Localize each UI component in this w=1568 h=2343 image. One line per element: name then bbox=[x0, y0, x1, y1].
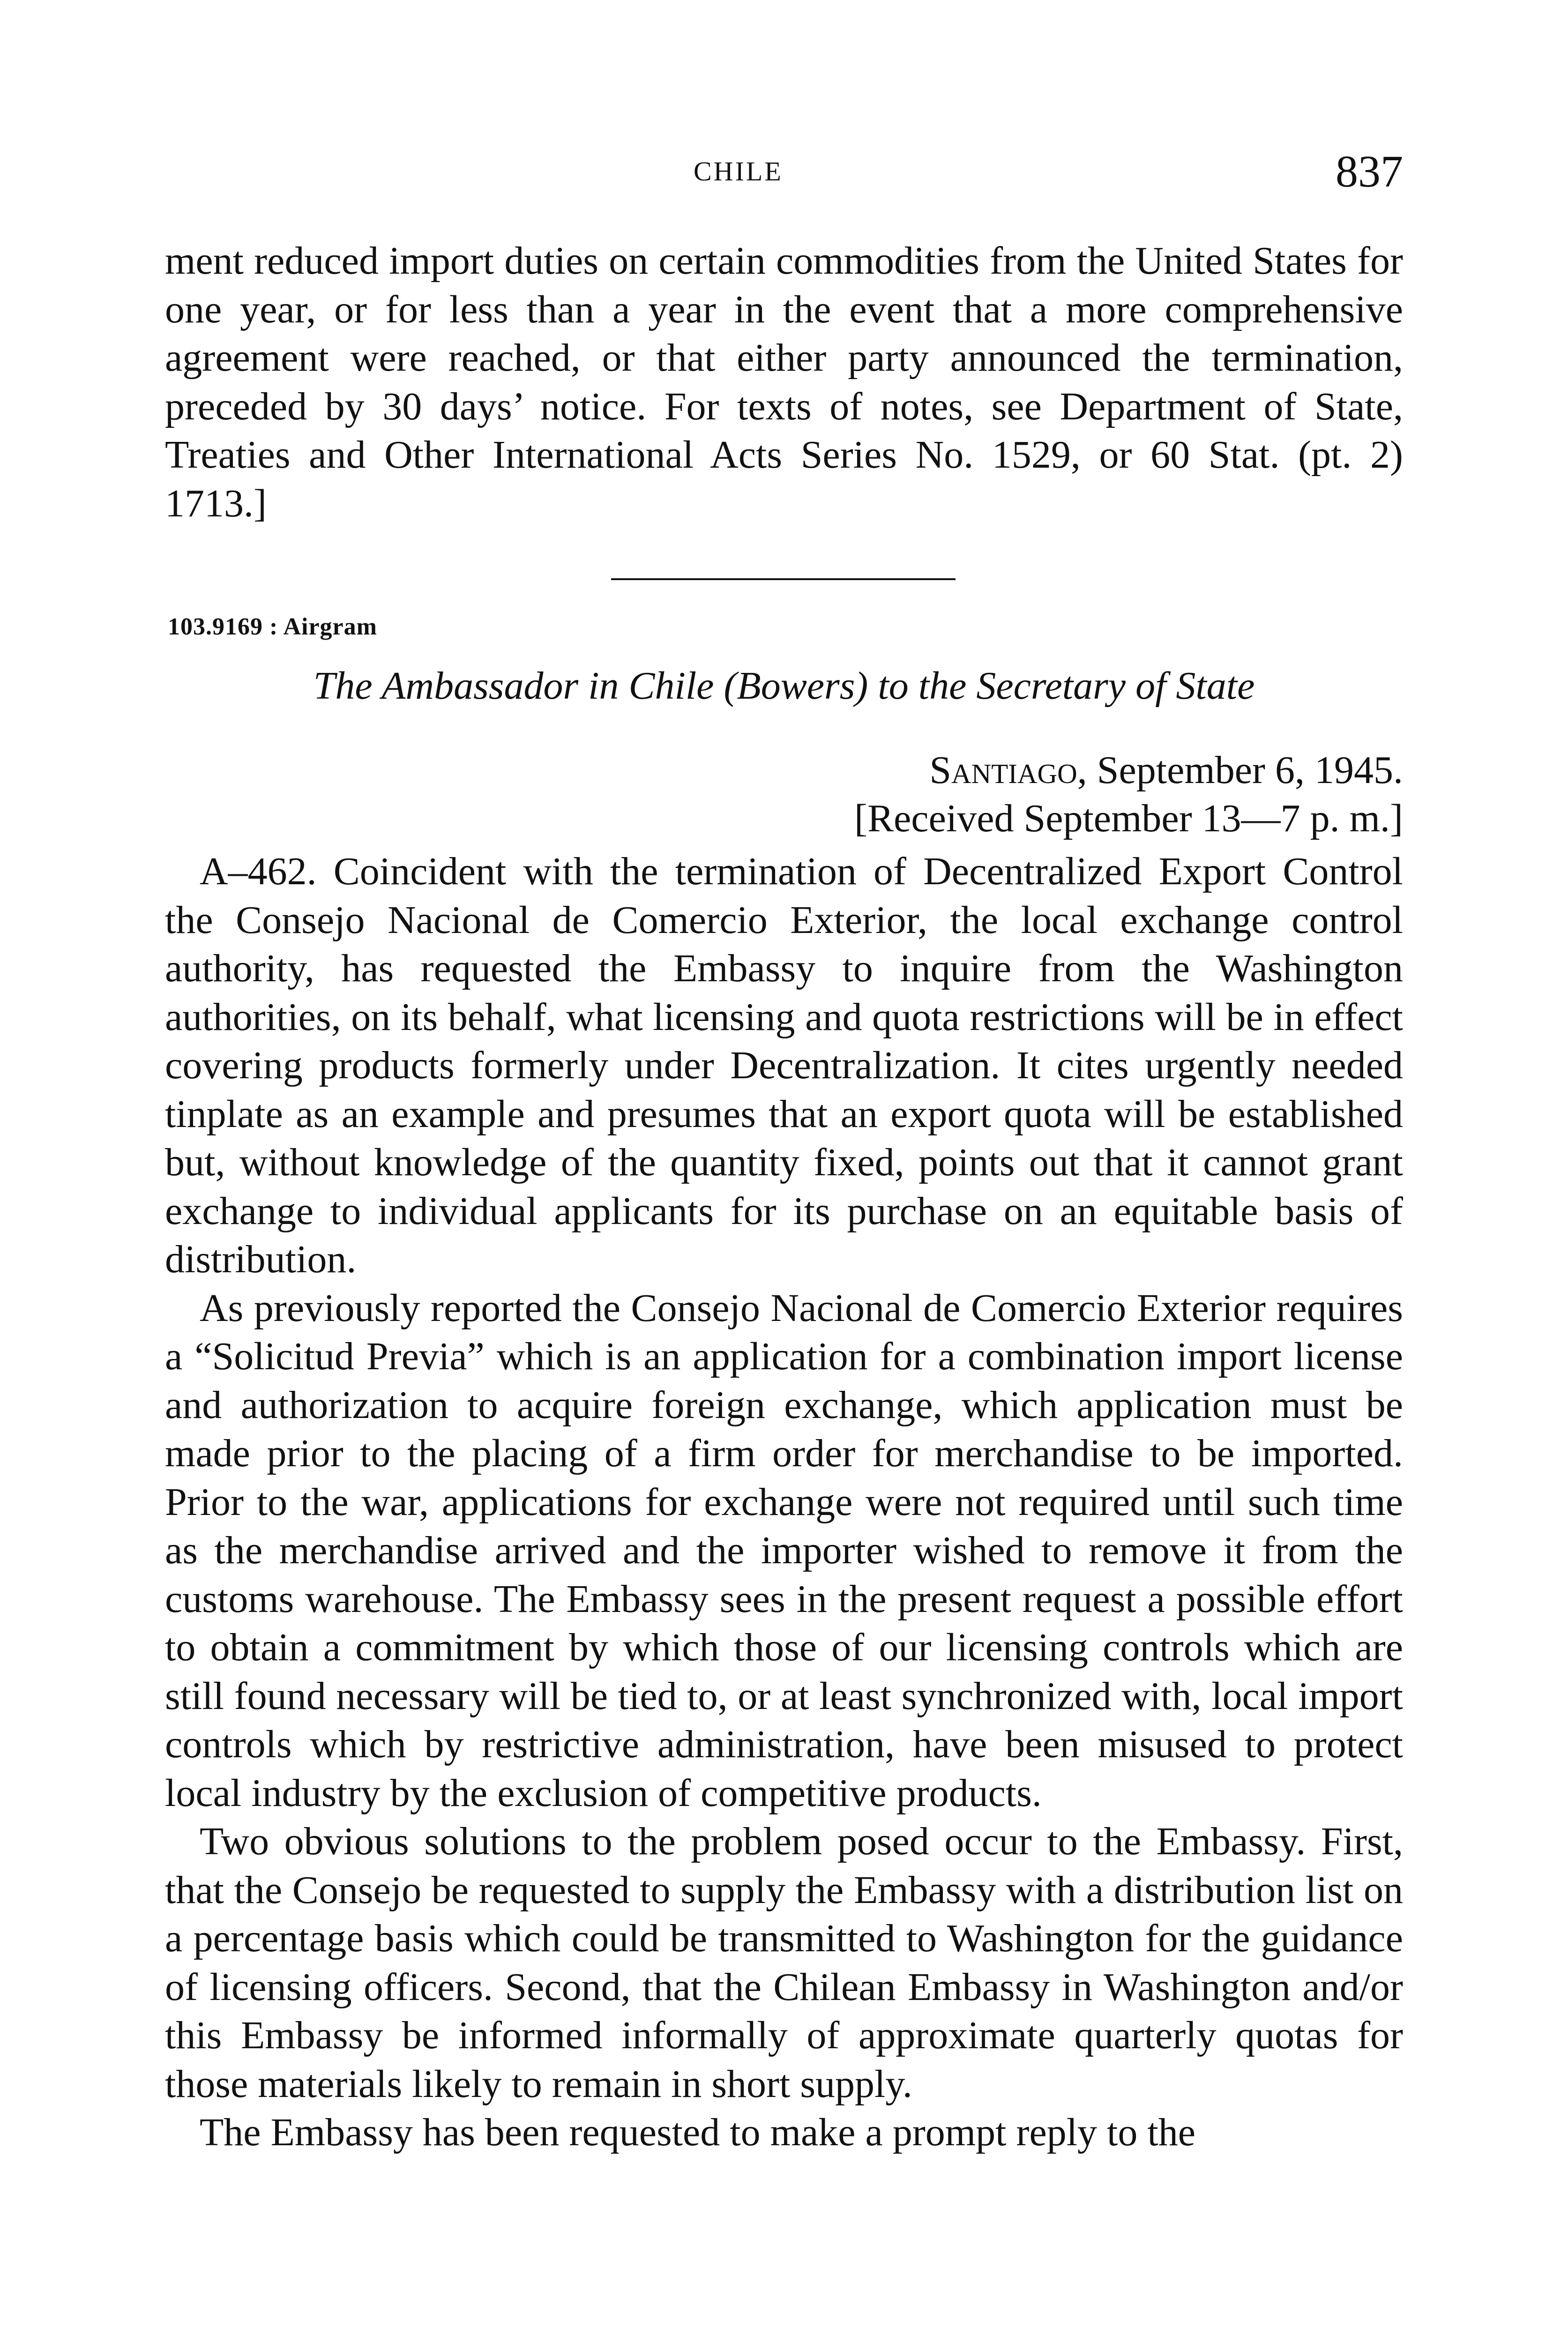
running-title: CHILE bbox=[694, 156, 783, 187]
document-body bbox=[165, 847, 1403, 2157]
running-head bbox=[0, 145, 1568, 197]
body-paragraph: The Embassy has been requested to make a prompt reply to the bbox=[200, 2111, 1196, 2154]
file-reference: 103.9169 : Airgram bbox=[168, 613, 377, 640]
body-paragraph: A–462. Coincident with the termination of Decentralized Export Control the Consejo Nacional de Comercio Exterior, the local exchange control authority, has requested the Embassy to inquire from the Washington authorities, on its behalf, what licensing and quota restrictions will be in effect covering products formerly under Decentralization. It cites urgently needed tinplate as an example and presumes that an export quota will be established but, without knowledge of the quantity fixed, points out that it cannot grant exchange to individual applicants for its purchase on an equitable basis of distribution. bbox=[165, 850, 1403, 1281]
received-note: [Received September 13—7 p. m.] bbox=[854, 797, 1403, 840]
body-paragraph: Two obvious solutions to the problem posed occur to the Embassy. First, that the Consejo be requested to supply the Embassy with a distribution list on a percentage basis which could be transmitted to Washington for the guidance of licensing officers. Second, that the Chilean Embassy in Washington and/or this Embassy be informed informally of approximate quarterly quotas for those materials likely to remain in short supply. bbox=[165, 1820, 1403, 2106]
body-paragraph: As previously reported the Consejo Nacional de Comercio Exterior requires a “Solicitud Previa” which is an application for a combination import license and authorization to acquire foreign exchange, which application must be made prior to the placing of a firm order for merchandise to be imported. Prior to the war, applications for exchange were not required until such time as the merchandise arrived and the importer wished to remove it from the customs warehouse. The Embassy sees in the present request a possible effort to obtain a commitment by which those of our licensing controls which are still found necessary will be tied to, or at least synchronized with, local import controls which by restrictive administration, have been misused to protect local industry by the exclusion of competitive products. bbox=[165, 1286, 1403, 1815]
section-divider bbox=[611, 578, 956, 580]
dateline-place: Santiago, bbox=[929, 748, 1087, 792]
document-heading: The Ambassador in Chile (Bowers) to the Secretary of State bbox=[313, 664, 1255, 708]
continuation-paragraph bbox=[165, 237, 1403, 528]
dateline bbox=[700, 747, 1403, 793]
page-number: 837 bbox=[1336, 146, 1403, 196]
continuation-text: ment reduced import duties on certain commodities from the United States for one year, or for less than a year in the event that a more comprehensive agreement were reached, or that either party announced the termination, preceded by 30 days’ notice. For texts of notes, see Department of State, Treaties and Other International Acts Series No. 1529, or 60 Stat. (pt. 2) 1713.] bbox=[165, 239, 1403, 525]
dateline-date: September 6, 1945. bbox=[1097, 748, 1403, 792]
